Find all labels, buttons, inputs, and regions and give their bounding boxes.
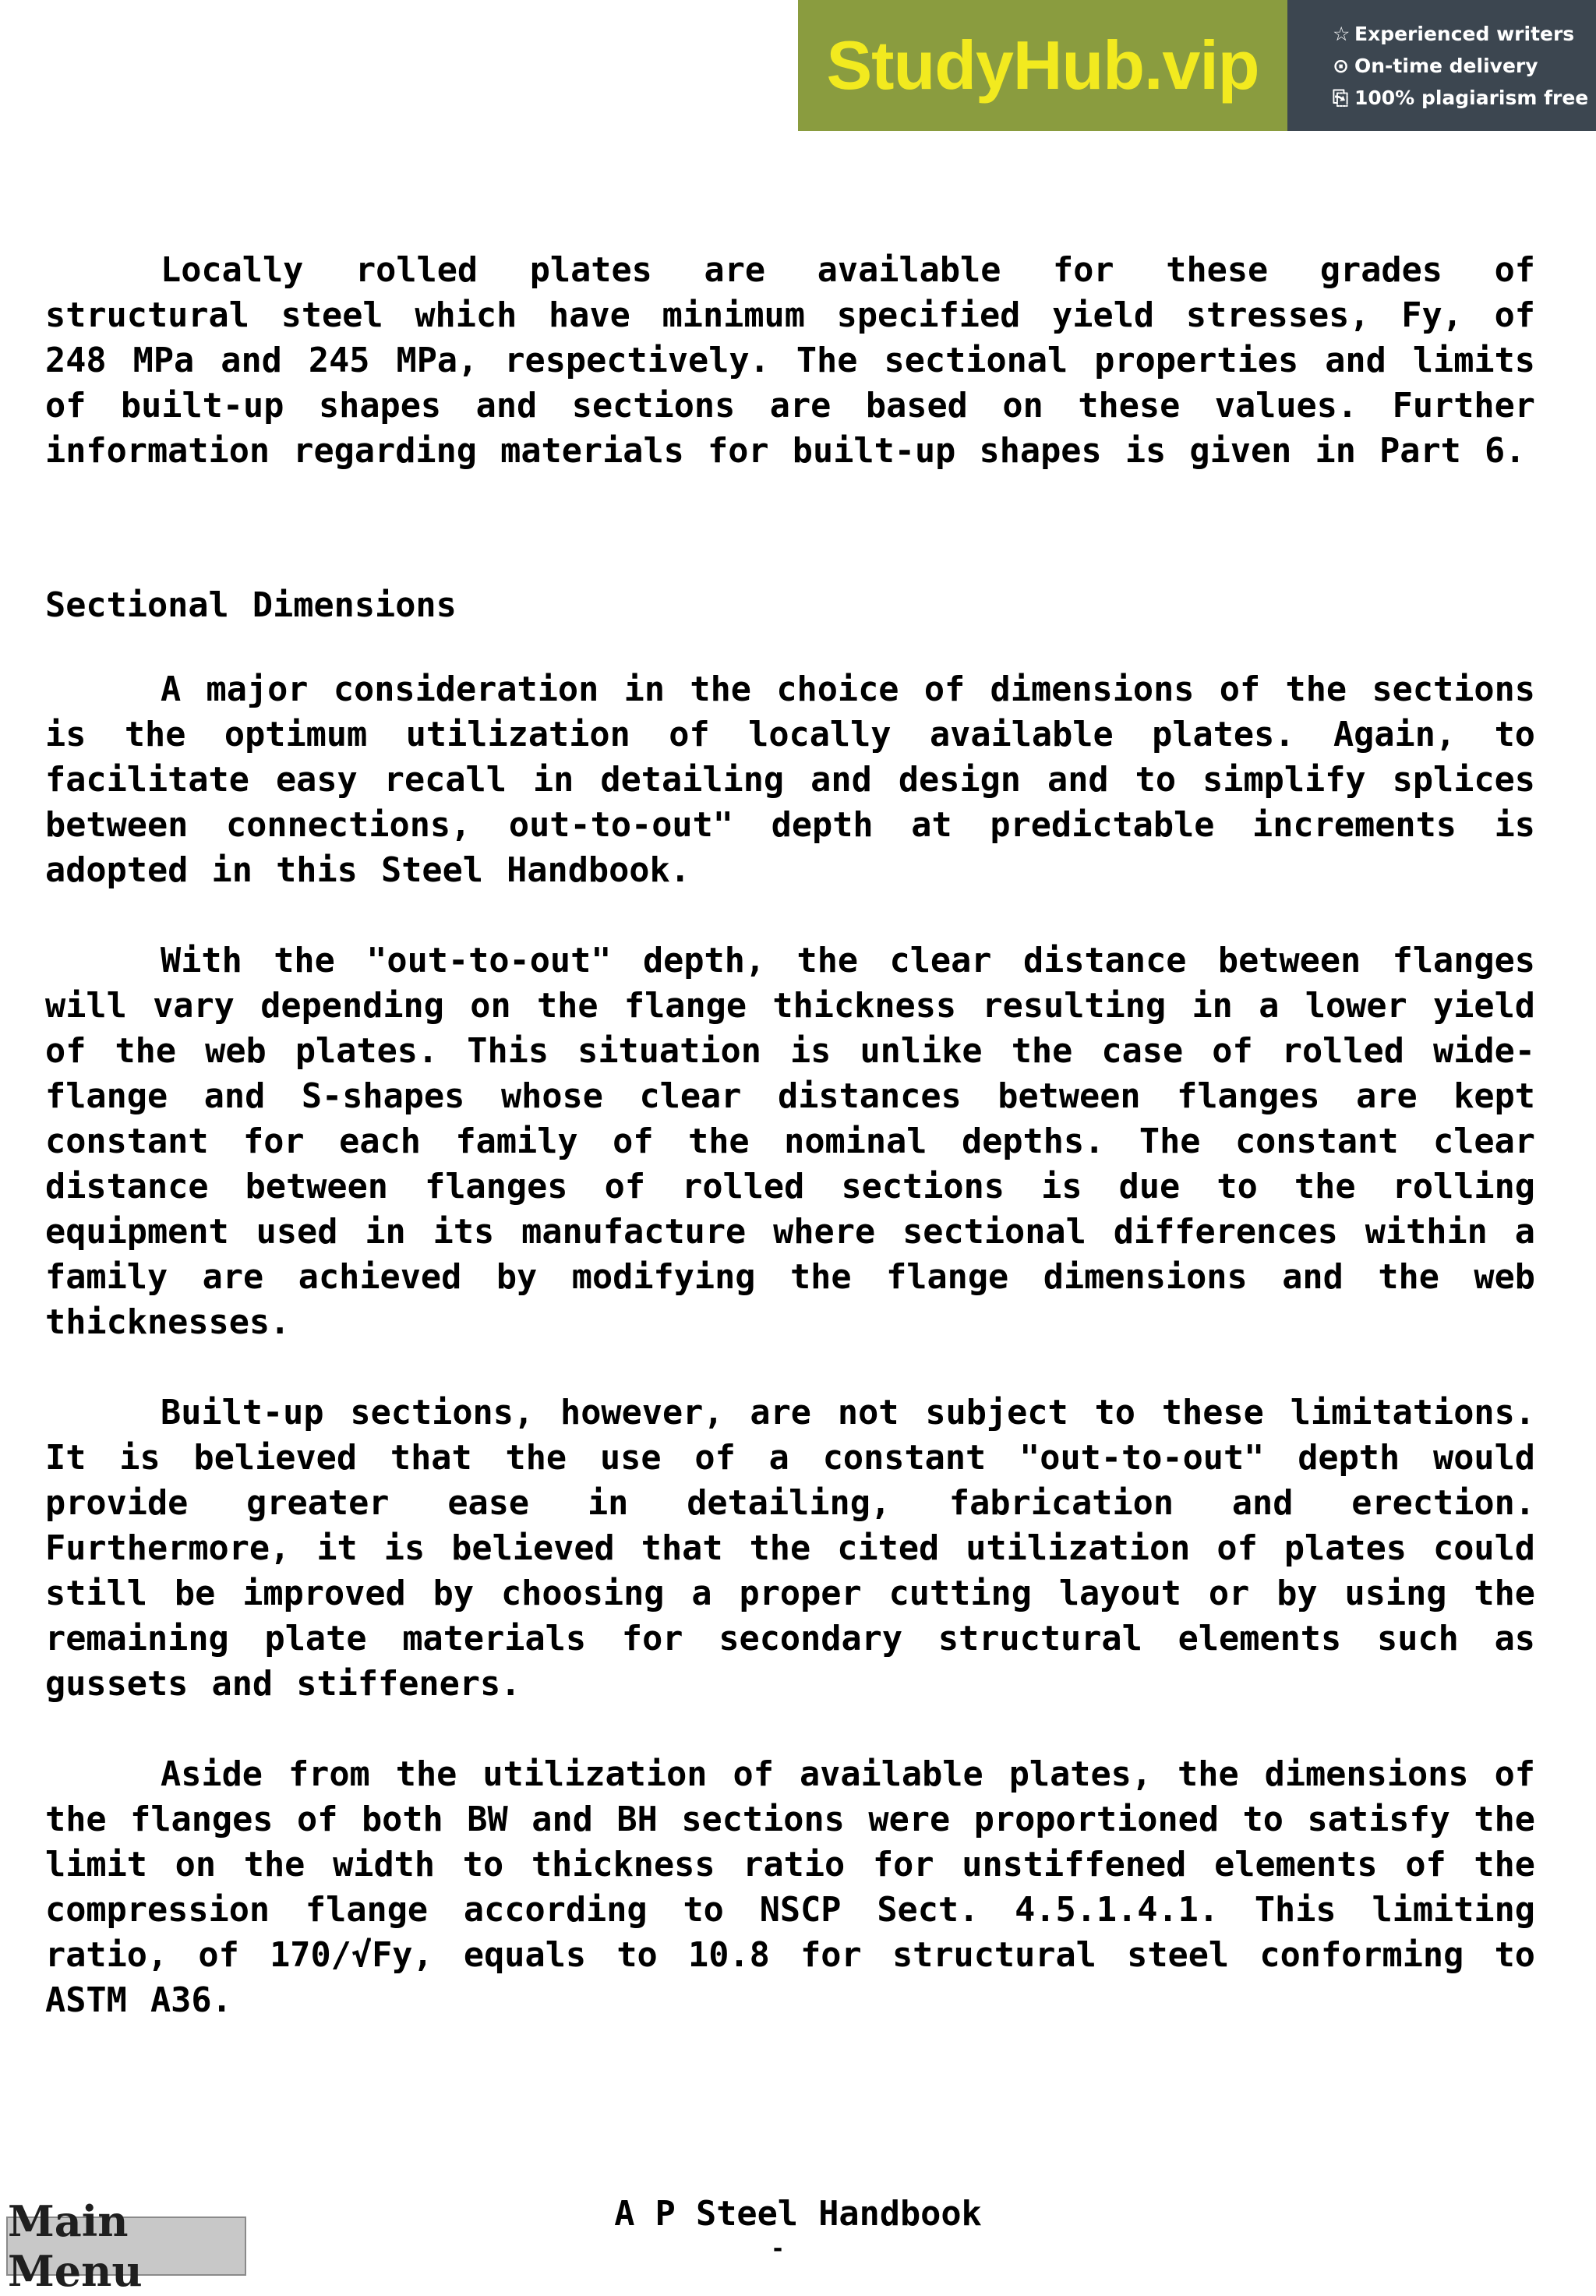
brand-logo[interactable]: StudyHub.vip — [798, 0, 1287, 131]
feature-item — [1333, 18, 1596, 50]
clock-icon: ⊙ — [1333, 54, 1349, 77]
feature-item — [1333, 50, 1596, 82]
feature-label: Experienced writers — [1354, 22, 1575, 45]
paragraph-built-up: Built-up sections, however, are not subject to these limitations. It is believed that the use of a constant "out-to-out" depth would provide greater ease in detailing, fabrication and erection. Furthermore, it is believed that the cited utilization of plates could still be improved by choosing a proper cutting layout or by using the remaining plate materials for secondary structural elements such as gussets and stiffeners. — [45, 1393, 1535, 1704]
feature-list — [1287, 0, 1596, 131]
feature-label: 100% plagiarism free — [1354, 86, 1589, 109]
paragraph-materials: Locally rolled plates are available for these grades of structural steel which have minimum specified yield stresses, Fy, of 248 MPa and 245 MPa, respectively. The sectional properties and limits of built-up shapes and sections are based on these values. Further information regarding materials for built-up shapes is given in Part 6. — [45, 251, 1535, 471]
paragraph-width-thickness: Aside from the utilization of available plates, the dimensions of the flanges of both BW and BH sections were proportioned to satisfy the limit on the width to thickness ratio for unstiffened elements of the compression flange according to NSCP Sect. 4.5.1.4.1. This limiting ratio, of 170/√Fy, equals to 10.8 for structural steel conforming to ASTM A36. — [45, 1755, 1535, 2020]
document-body — [45, 248, 1535, 2023]
section-heading: Sectional Dimensions — [45, 586, 457, 625]
feature-item — [1333, 82, 1596, 114]
ad-banner[interactable] — [798, 0, 1596, 131]
main-menu-button[interactable]: Main Menu — [6, 2217, 246, 2276]
feature-label: On-time delivery — [1354, 54, 1538, 77]
document-icon: ⎘ — [1333, 86, 1349, 109]
page-mark: - — [770, 2235, 786, 2262]
star-icon: ☆ — [1333, 22, 1351, 45]
paragraph-dimensions: A major consideration in the choice of dimensions of the sections is the optimum utilization of locally available plates. Again, to facilitate easy recall in detailing and design and to simplify splices between connections, out-to-out" depth at predictable increments is adopted in this Steel Handbook. — [45, 670, 1535, 890]
footer-title: A P Steel Handbook — [614, 2195, 982, 2234]
paragraph-clear-distance: With the "out-to-out" depth, the clear distance between flanges will vary depending on the flange thickness resulting in a lower yield of the web plates. This situation is unlike the case of rolled wide-flange and S-shapes whose clear distances between flanges are kept constant for each family of the nominal depths. The constant clear distance between flanges of rolled sections is due to the rolling equipment used in its manufacture where sectional differences within a family are achieved by modifying the flange dimensions and the web thicknesses. — [45, 941, 1535, 1342]
